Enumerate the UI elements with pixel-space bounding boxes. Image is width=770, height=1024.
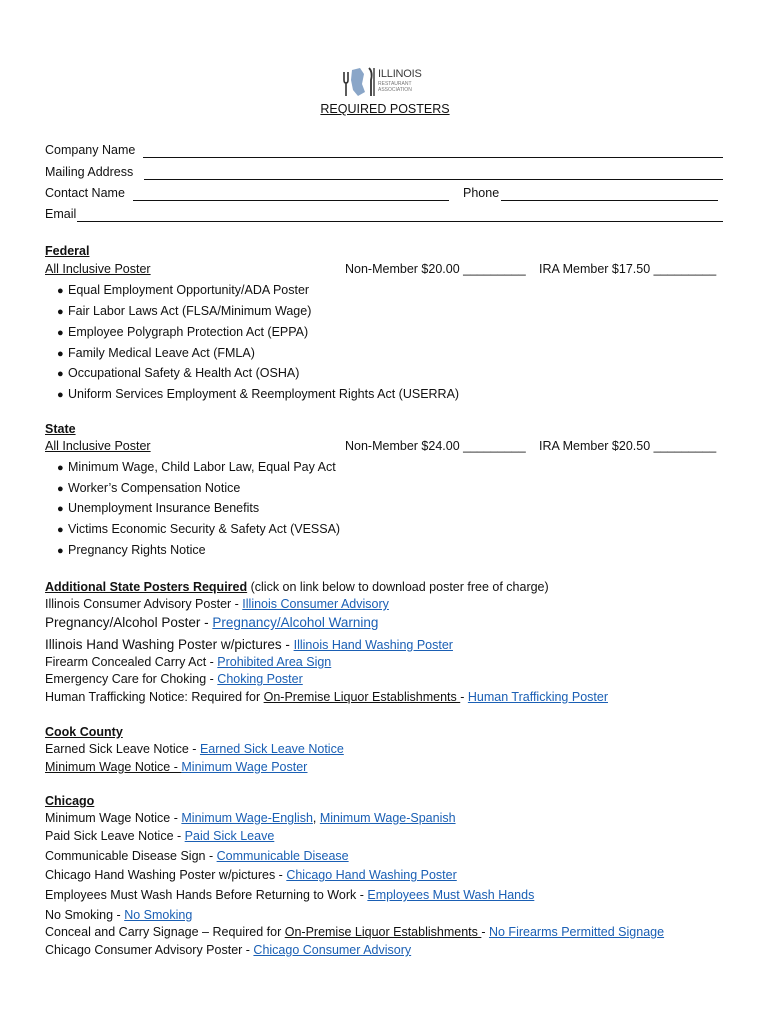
- list-item: Illinois Consumer Advisory Poster - Illinois Consumer Advisory: [45, 597, 389, 611]
- phone-line[interactable]: [501, 200, 718, 201]
- minimum-wage-spanish-link[interactable]: Minimum Wage-Spanish: [319, 811, 456, 825]
- additional-posters-heading: Additional State Posters Required: [45, 580, 248, 594]
- list-item: ● Uniform Services Employment & Reemployment Rights Act (USERRA): [57, 387, 460, 401]
- illinois-hand-washing-link[interactable]: Illinois Hand Washing Poster: [293, 638, 453, 652]
- list-item: Communicable Disease Sign - Communicable Disease: [45, 849, 349, 863]
- list-item: ● Equal Employment Opportunity/ADA Poster: [57, 283, 310, 297]
- bullet-icon: ●: [57, 462, 64, 474]
- minimum-wage-english-link[interactable]: Minimum Wage-English: [181, 811, 313, 825]
- list-item: ● Family Medical Leave Act (FMLA): [57, 346, 255, 360]
- bullet-icon: ●: [57, 545, 64, 557]
- illinois-consumer-advisory-link[interactable]: Illinois Consumer Advisory: [242, 597, 389, 611]
- cook-minimum-wage-link[interactable]: Minimum Wage Poster: [181, 760, 308, 774]
- mailing-address-line[interactable]: [144, 179, 723, 180]
- list-item: Emergency Care for Choking - Choking Poster: [45, 672, 303, 686]
- bullet-icon: ●: [57, 389, 64, 401]
- choking-poster-link[interactable]: Choking Poster: [217, 672, 303, 686]
- paid-sick-leave-link[interactable]: Paid Sick Leave: [184, 829, 275, 843]
- additional-posters-header: [45, 580, 549, 594]
- federal-subheading: All Inclusive Poster: [45, 262, 151, 276]
- list-item: Minimum Wage Notice - Minimum Wage Poster: [45, 760, 308, 774]
- illinois-restaurant-association-logo: [338, 64, 434, 98]
- email-label: Email: [45, 207, 77, 221]
- communicable-disease-link[interactable]: Communicable Disease: [216, 849, 349, 863]
- bullet-icon: ●: [57, 503, 64, 515]
- list-item: Conceal and Carry Signage – Required for On-Premise Liquor Establishments - No Firearms Permitted Signage: [45, 925, 665, 939]
- logo-title: ILLINOIS: [378, 68, 422, 80]
- bullet-icon: ●: [57, 285, 64, 297]
- logo-subtitle-line2: ASSOCIATION: [378, 87, 412, 93]
- state-nonmember-price: Non-Member $24.00 _________: [345, 439, 526, 453]
- phone-label: Phone: [463, 186, 500, 200]
- list-item: Employees Must Wash Hands Before Returning to Work - Employees Must Wash Hands: [45, 888, 535, 902]
- list-item: Chicago Consumer Advisory Poster - Chicago Consumer Advisory: [45, 943, 412, 957]
- pregnancy-alcohol-warning-link[interactable]: Pregnancy/Alcohol Warning: [212, 615, 379, 630]
- no-smoking-link[interactable]: No Smoking: [124, 908, 193, 922]
- list-item: Illinois Hand Washing Poster w/pictures - Illinois Hand Washing Poster: [45, 637, 453, 652]
- list-item: ● Occupational Safety & Health Act (OSHA): [57, 366, 300, 380]
- bullet-icon: ●: [57, 348, 64, 360]
- list-item: Human Trafficking Notice: Required for On-Premise Liquor Establishments - Human Trafficking Poster: [45, 690, 608, 704]
- mailing-address-label: Mailing Address: [45, 165, 134, 179]
- list-item: ● Worker’s Compensation Notice: [57, 481, 241, 495]
- no-firearms-signage-link[interactable]: No Firearms Permitted Signage: [488, 925, 665, 939]
- prohibited-area-sign-link[interactable]: Prohibited Area Sign: [217, 655, 332, 669]
- list-item: ● Minimum Wage, Child Labor Law, Equal Pay Act: [57, 460, 336, 474]
- additional-posters-note: (click on link below to download poster free of charge): [247, 580, 549, 594]
- list-item: Firearm Concealed Carry Act - Prohibited Area Sign: [45, 655, 332, 669]
- employees-wash-hands-link[interactable]: Employees Must Wash Hands: [367, 888, 535, 902]
- list-item: ● Pregnancy Rights Notice: [57, 543, 206, 557]
- federal-nonmember-price: Non-Member $20.00 _________: [345, 262, 526, 276]
- page-title: REQUIRED POSTERS: [320, 102, 450, 116]
- chicago-hand-washing-link[interactable]: Chicago Hand Washing Poster: [286, 868, 457, 882]
- list-item: Minimum Wage Notice - Minimum Wage-English, Minimum Wage-Spanish: [45, 811, 456, 825]
- bullet-icon: ●: [57, 327, 64, 339]
- list-item: Earned Sick Leave Notice - Earned Sick Leave Notice: [45, 742, 344, 756]
- federal-ira-price: IRA Member $17.50 _________: [539, 262, 717, 276]
- list-item: ● Employee Polygraph Protection Act (EPPA): [57, 325, 309, 339]
- company-name-label: Company Name: [45, 143, 136, 157]
- state-heading: State: [45, 422, 76, 436]
- list-item: ● Fair Labor Laws Act (FLSA/Minimum Wage): [57, 304, 312, 318]
- list-item: ● Unemployment Insurance Benefits: [57, 501, 260, 515]
- logo-subtitle-line1: RESTAURANT: [378, 81, 412, 87]
- logo-subtitle: [378, 81, 412, 93]
- state-subheading: All Inclusive Poster: [45, 439, 151, 453]
- contact-name-label: Contact Name: [45, 186, 125, 200]
- list-item: ● Victims Economic Security & Safety Act (VESSA): [57, 522, 341, 536]
- bullet-icon: ●: [57, 524, 64, 536]
- list-item: Pregnancy/Alcohol Poster - Pregnancy/Alcohol Warning: [45, 615, 379, 630]
- earned-sick-leave-link[interactable]: Earned Sick Leave Notice: [199, 742, 344, 756]
- email-line[interactable]: [77, 221, 723, 222]
- chicago-heading: Chicago: [45, 794, 95, 808]
- bullet-icon: ●: [57, 368, 64, 380]
- list-item: No Smoking - No Smoking: [45, 908, 193, 922]
- bullet-icon: ●: [57, 483, 64, 495]
- list-item: Paid Sick Leave Notice - Paid Sick Leave: [45, 829, 275, 843]
- federal-heading: Federal: [45, 244, 90, 258]
- bullet-icon: ●: [57, 306, 64, 318]
- list-item: Chicago Hand Washing Poster w/pictures - Chicago Hand Washing Poster: [45, 868, 457, 882]
- chicago-consumer-advisory-link[interactable]: Chicago Consumer Advisory: [253, 943, 412, 957]
- contact-name-line[interactable]: [133, 200, 449, 201]
- company-name-line[interactable]: [143, 157, 723, 158]
- logo-utensils-icon: [338, 64, 378, 98]
- human-trafficking-poster-link[interactable]: Human Trafficking Poster: [467, 690, 608, 704]
- state-ira-price: IRA Member $20.50 _________: [539, 439, 717, 453]
- cook-county-heading: Cook County: [45, 725, 123, 739]
